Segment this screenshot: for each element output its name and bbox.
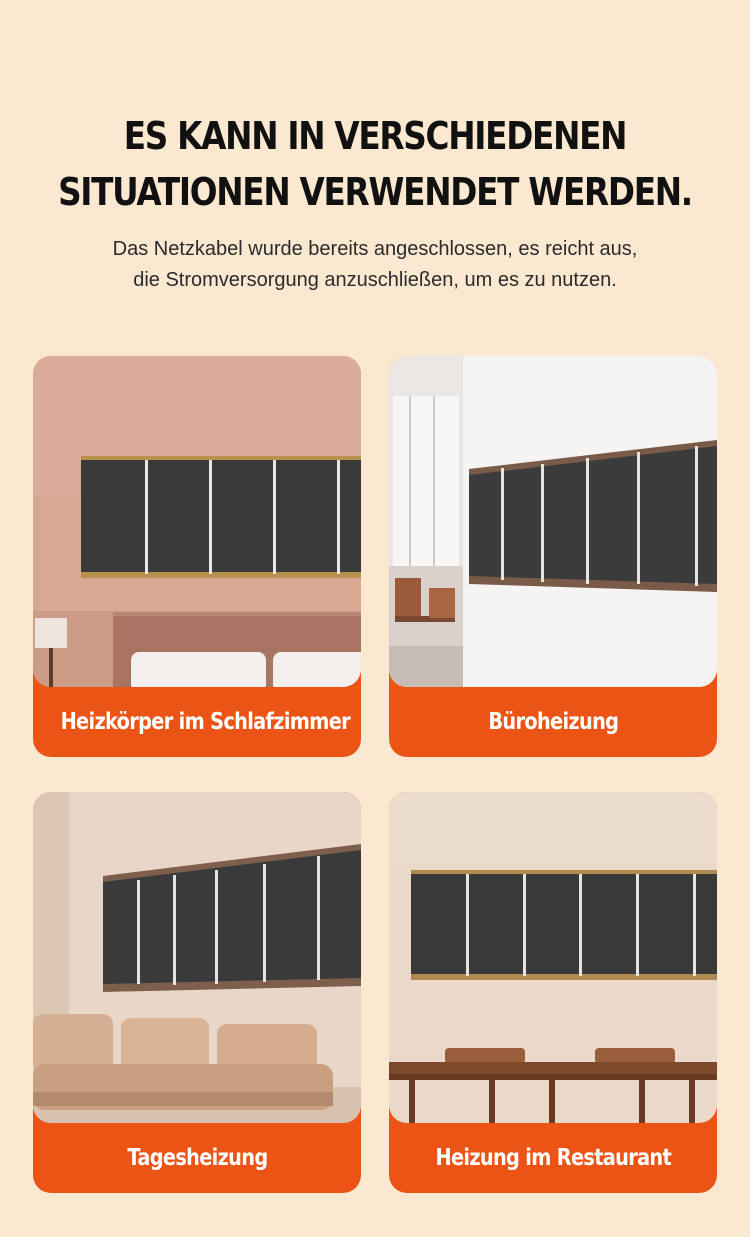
scenario-card-office: [389, 356, 717, 757]
scenario-card-living-room: [33, 792, 361, 1193]
bedroom-heater-photo: [33, 356, 361, 687]
office-heater-photo: [389, 356, 717, 687]
scenario-card-label: Büroheizung: [488, 709, 618, 735]
living-room-heater-photo: [33, 792, 361, 1123]
page-subtitle-line-2: die Stromversorgung anzuschließen, um es zu nutzen.: [133, 269, 617, 291]
page-title-line-2: SITUATIONEN VERWENDET WERDEN.: [58, 170, 692, 214]
page-subtitle: [0, 234, 750, 296]
scenario-card-label: Heizung im Restaurant: [435, 1145, 671, 1171]
page-subtitle-line-1: Das Netzkabel wurde bereits angeschlossen, es reicht aus,: [112, 238, 638, 260]
page-title: [53, 108, 698, 220]
page-title-line-1: ES KANN IN VERSCHIEDENEN: [123, 114, 627, 158]
scenario-card-bedroom: [33, 356, 361, 757]
heater-panel-icon: [81, 456, 361, 578]
scenario-card-label: Tagesheizung: [126, 1145, 268, 1171]
restaurant-heater-photo: [389, 792, 717, 1123]
scenario-card-restaurant: [389, 792, 717, 1193]
scenario-card-label: Heizkörper im Schlafzimmer: [60, 709, 350, 735]
heater-panel-icon: [411, 870, 717, 980]
